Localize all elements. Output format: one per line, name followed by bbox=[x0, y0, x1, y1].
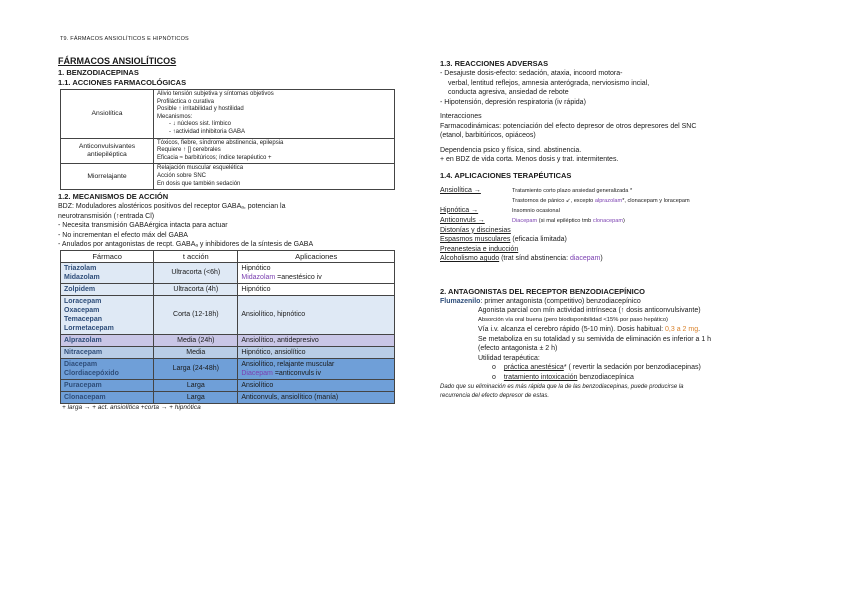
col-header-farmaco: Fármaco bbox=[61, 250, 154, 262]
acciones-table bbox=[60, 89, 395, 190]
text: Distonías y discinesias bbox=[440, 226, 511, 234]
drug-highlight: Diacepam bbox=[512, 217, 538, 224]
mec-line: - No incrementan el efecto máx del GABA bbox=[58, 231, 188, 239]
flu-line bbox=[440, 306, 790, 316]
text: (si mal epiléptico tmb bbox=[537, 217, 593, 224]
aplic-value bbox=[512, 196, 690, 206]
drug-highlight: alprazolam bbox=[594, 197, 623, 204]
flu-line: (efecto antagonista ± 2 h) bbox=[478, 345, 558, 352]
adv-line: - Desajuste dosis-efecto: sedación, ataxia, incoord motora- bbox=[440, 70, 623, 77]
apps-cell: Ansiolítico, hipnótico bbox=[238, 295, 395, 334]
table-footnote: + larga → + act. ansiolítica +corta → + hipnótica bbox=[62, 403, 201, 411]
drug-name: Diacepam bbox=[64, 360, 98, 368]
section-reacciones: 1.3. REACCIONES ADVERSAS bbox=[440, 59, 549, 68]
drug-cell bbox=[61, 295, 154, 334]
app-line bbox=[241, 369, 391, 378]
time-cell: Larga (24-48h) bbox=[154, 358, 238, 379]
text: benzodiacepínica bbox=[577, 374, 634, 381]
list-item bbox=[440, 196, 790, 206]
time-cell: Media bbox=[154, 346, 238, 358]
accion-label: Anticonvulsivantes antiepiléptica bbox=[61, 138, 154, 164]
text: Alcoholismo agudo bbox=[440, 255, 500, 262]
dep-line: Dependencia psico y física, sind. abstinencia. bbox=[440, 146, 582, 154]
time-cell: Media (24h) bbox=[154, 334, 238, 346]
aplic-value: Insomnio ocasional bbox=[512, 207, 560, 214]
left-column bbox=[58, 56, 398, 411]
text: Vía i.v. alcanza el cerebro rápido (5-10 min). Dosis habitual: bbox=[478, 326, 666, 333]
line: Eficacia ≈ barbitúricos; índice terapéutico + bbox=[157, 154, 272, 161]
table-row bbox=[61, 283, 395, 295]
drug-name: Midazolam bbox=[64, 273, 100, 281]
app-text: =anticonvuls iv bbox=[272, 369, 321, 377]
col-header-aplicaciones: Aplicaciones bbox=[238, 250, 395, 262]
drug-highlight: diacepam bbox=[569, 255, 601, 262]
text: Trastornos de pánico ↙, excepto bbox=[512, 197, 595, 204]
line: Profiláctica o curativa bbox=[157, 98, 215, 105]
line: Tóxicos, fiebre, síndrome abstinencia, epilepsia bbox=[157, 139, 284, 146]
aplic-key bbox=[440, 186, 512, 196]
table-row bbox=[61, 358, 395, 379]
list-item bbox=[440, 186, 790, 196]
time-cell: Larga bbox=[154, 391, 238, 403]
mec-line: - Anulados por antagonistas de recpt. GABAₐ y inhibidores de la síntesis de GABA bbox=[58, 241, 314, 249]
text: Espasmos musculares bbox=[440, 236, 511, 243]
flu-line bbox=[440, 316, 790, 326]
section-antagonistas: 2. ANTAGONISTAS DEL RECEPTOR BENZODIACEPÍNICO bbox=[440, 286, 646, 296]
drug-cell bbox=[61, 262, 154, 283]
line: Posible ↑ irritabilidad y hostilidad bbox=[157, 106, 244, 113]
time-cell: Corta (12-18h) bbox=[154, 295, 238, 334]
flu-line bbox=[440, 325, 790, 335]
accion-label: Miorrelajante bbox=[61, 164, 154, 190]
drug-cell: Zolpidem bbox=[61, 283, 154, 295]
line: Mecanismos: bbox=[157, 113, 193, 120]
line: Acción sobre SNC bbox=[157, 172, 207, 179]
table-row bbox=[61, 346, 395, 358]
app-line bbox=[241, 273, 391, 282]
time-cell: Ultracorta (4h) bbox=[154, 283, 238, 295]
line: En dosis que también sedación bbox=[157, 180, 241, 187]
adv-line: verbal, lentitud reflejos, amnesia anterógrada, nerviosismo incial, bbox=[448, 79, 650, 87]
drug-cell: Alprazolam bbox=[61, 334, 154, 346]
main-title: FÁRMACOS ANSIOLÍTICOS bbox=[58, 56, 177, 66]
list-item bbox=[440, 206, 790, 216]
list-item bbox=[440, 363, 790, 373]
adv-line: conducta agresiva, ansiedad de rebote bbox=[448, 89, 569, 96]
app-text: =anestésico iv bbox=[275, 273, 322, 281]
section-acciones: 1.1. ACCIONES FARMACOLÓGICAS bbox=[58, 78, 187, 87]
text: (eficacia limitada) bbox=[510, 236, 567, 243]
page-header: T9. FÁRMACOS ANSIOLÍTICOS E HIPNÓTICOS bbox=[60, 36, 189, 42]
aplic-key bbox=[440, 206, 512, 216]
apps-cell: Ansiolítico bbox=[238, 379, 395, 391]
drug-name: Clordiacepóxido bbox=[64, 369, 119, 377]
table-row bbox=[61, 295, 395, 334]
line: - ↓ núcleos sist. límbico bbox=[169, 121, 232, 128]
table-row bbox=[61, 334, 395, 346]
line: - ↑actividad inhibitoria GABA bbox=[169, 128, 246, 135]
text: . bbox=[698, 326, 701, 333]
text: tratamiento intoxicación bbox=[503, 374, 578, 381]
text: * ( revertir la sedación por benzodiacepinas) bbox=[563, 364, 701, 371]
dep-line: + en BDZ de vida corta. Menos dosis y trat. intermitentes. bbox=[440, 156, 619, 163]
drug-highlight: clonacepam bbox=[592, 217, 624, 224]
bullet-icon: o bbox=[492, 374, 496, 381]
dose-highlight: 0,3 a 2 mg bbox=[665, 326, 699, 333]
text: *, clonacepam y loracepam bbox=[622, 197, 690, 204]
aplic-key bbox=[440, 196, 512, 206]
section-aplicaciones: 1.4. APLICACIONES TERAPÉUTICAS bbox=[440, 170, 572, 180]
drug-name: Temacepan bbox=[64, 315, 102, 323]
aplic-more bbox=[440, 245, 790, 255]
aplicaciones-list bbox=[440, 186, 790, 226]
mec-line: neurotransmisión (↑entrada Cl) bbox=[58, 212, 155, 220]
app-line: Ansiolítico, relajante muscular bbox=[241, 360, 335, 368]
interacciones-title: Interacciones bbox=[440, 113, 482, 120]
drug-name: Triazolam bbox=[64, 264, 97, 272]
apps-cell: Ansiolítico, antidepresivo bbox=[238, 334, 395, 346]
drug-name: Lormetacepam bbox=[64, 324, 114, 332]
drug-cell: Nitracepam bbox=[61, 346, 154, 358]
aplic-more bbox=[440, 235, 790, 245]
table-row bbox=[61, 138, 395, 164]
list-item bbox=[440, 216, 790, 226]
apps-cell: Anticonvuls, ansiolítico (manía) bbox=[238, 391, 395, 403]
text: (trat sínd abstinencia: bbox=[499, 255, 570, 262]
drug-name: Loracepam bbox=[64, 297, 102, 305]
aplic-more bbox=[440, 226, 790, 236]
farmacos-table bbox=[60, 250, 395, 404]
final-note: Dado que su eliminación es más rápida que la de las benzodiacepinas, puede producirse la bbox=[440, 384, 684, 390]
flu-line: Utilidad terapéutica: bbox=[478, 354, 540, 362]
accion-label: Ansiolítica bbox=[61, 90, 154, 139]
text: ) bbox=[623, 217, 625, 224]
table-row bbox=[61, 262, 395, 283]
line: Requiere ↑ [] cerebrales bbox=[157, 147, 221, 154]
accion-desc bbox=[154, 164, 395, 190]
aplic-value bbox=[512, 216, 625, 226]
right-column bbox=[440, 58, 790, 400]
inter-line: (etanol, barbitúricos, opiáceos) bbox=[440, 132, 536, 139]
aplic-key-text: Ansiolítica → bbox=[440, 186, 481, 194]
table-header-row bbox=[61, 250, 395, 262]
mec-line: BDZ: Moduladores alostéricos positivos del receptor GABAₐ, potencian la bbox=[58, 203, 286, 211]
aplic-key-text: Hipnótica → bbox=[440, 206, 479, 214]
bullet-icon: o bbox=[492, 364, 496, 371]
apps-cell bbox=[238, 262, 395, 283]
section-mecanismos: 1.2. MECANISMOS DE ACCIÓN bbox=[58, 192, 169, 202]
list-item bbox=[440, 373, 790, 383]
drug-highlight: Midazolam bbox=[241, 273, 276, 281]
accion-desc bbox=[154, 90, 395, 139]
line: Alivio tensión subjetiva y síntomas objetivos bbox=[157, 91, 274, 97]
drug-cell bbox=[61, 358, 154, 379]
apps-cell: Hipnótico bbox=[238, 283, 395, 295]
line: Relajación muscular esquelética bbox=[157, 165, 244, 172]
aplic-key-text: Anticonvuls → bbox=[440, 216, 485, 224]
table-row bbox=[61, 90, 395, 139]
table-row bbox=[61, 391, 395, 403]
flu-line: Se metaboliza en su totalidad y su semivida de eliminación es inferior a 1 h bbox=[478, 335, 712, 343]
drug-highlight: Flumazenilo bbox=[440, 297, 481, 305]
drug-name: Oxacepam bbox=[64, 306, 100, 314]
text: ) bbox=[600, 255, 603, 262]
aplic-value: Tratamiento corto plazo ansiedad generalizada * bbox=[512, 187, 633, 194]
text: : primer antagonista (competitivo) benzodiacepínico bbox=[480, 297, 641, 305]
apps-cell: Hipnótico, ansiolítico bbox=[238, 346, 395, 358]
inter-line: Farmacodinámicas: potenciación del efecto depresor de otros depresores del SNC bbox=[440, 122, 697, 130]
accion-desc bbox=[154, 138, 395, 164]
adv-line: - Hipotensión, depresión respiratoria (iv rápida) bbox=[440, 98, 586, 106]
time-cell: Ultracorta (<6h) bbox=[154, 262, 238, 283]
text: Absorción vía oral buena (pero biodisponibilidad <15% por paso hepático) bbox=[478, 316, 668, 323]
table-row bbox=[61, 164, 395, 190]
aplic-key bbox=[440, 216, 512, 226]
col-header-t-accion: t acción bbox=[154, 250, 238, 262]
drug-highlight: Diacepam bbox=[241, 369, 273, 377]
flu-intro bbox=[440, 297, 790, 307]
time-cell: Larga bbox=[154, 379, 238, 391]
mec-line: - Necesita transmisión GABAérgica intacta para actuar bbox=[58, 222, 228, 230]
table-row bbox=[61, 379, 395, 391]
drug-cell: Puracepam bbox=[61, 379, 154, 391]
app-line: Hipnótico bbox=[241, 264, 271, 272]
apps-cell bbox=[238, 358, 395, 379]
text: práctica anestésica bbox=[503, 364, 564, 371]
text: Agonista parcial con mín actividad intrínseca (↑ dosis anticonvulsivante) bbox=[478, 307, 701, 314]
text: Preanestesia e inducción bbox=[440, 245, 519, 253]
section-benzodiacepinas: 1. BENZODIACEPINAS bbox=[58, 68, 139, 77]
aplic-more bbox=[440, 254, 790, 264]
final-note: recurrencia del efecto depresor de estas. bbox=[440, 392, 550, 399]
drug-cell: Clonacepam bbox=[61, 391, 154, 403]
